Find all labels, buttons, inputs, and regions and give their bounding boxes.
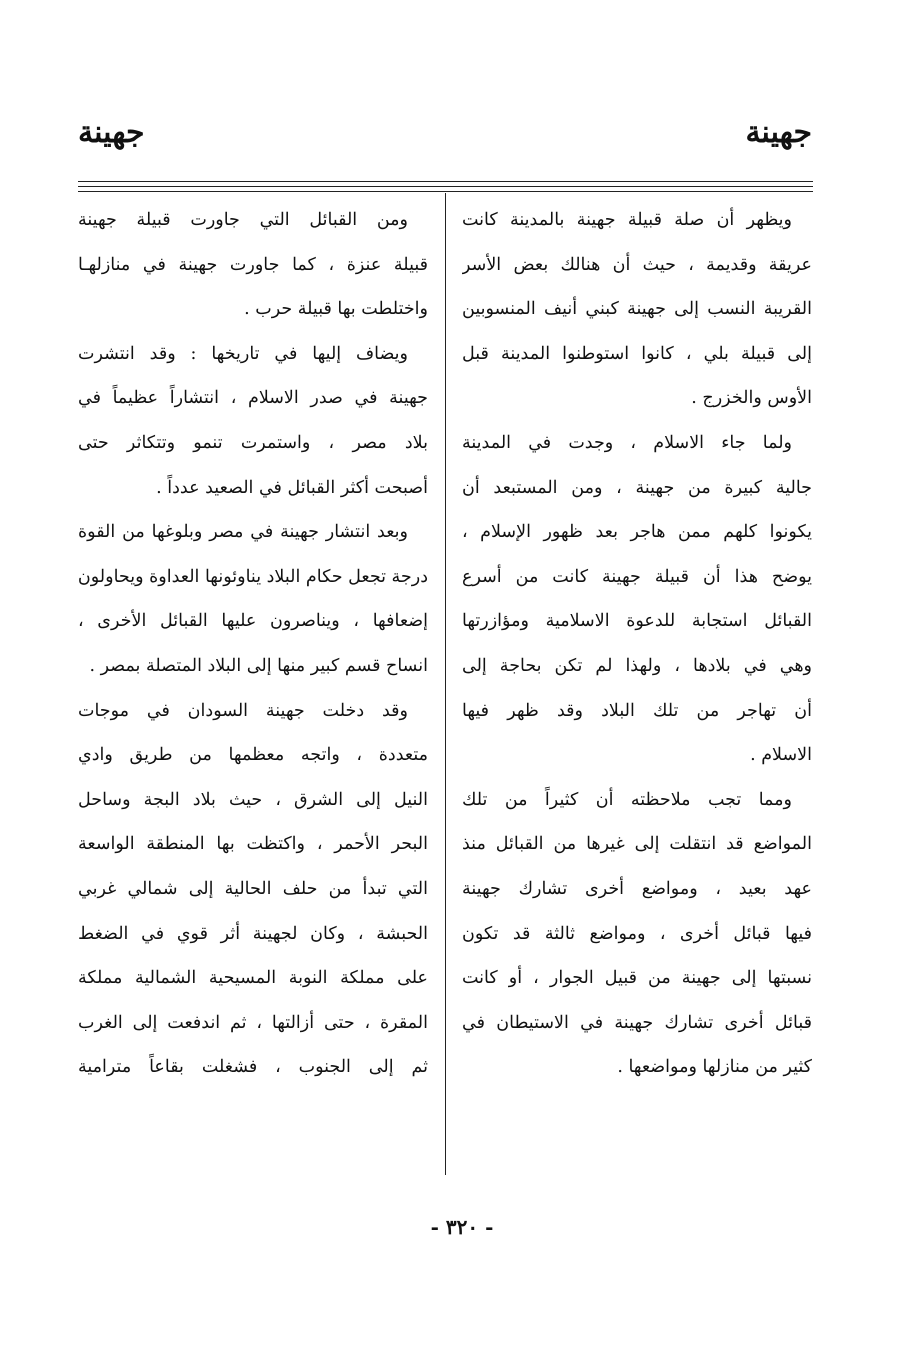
text-line: ومن القبائل التي جاورت قبيلة جهينة — [78, 210, 408, 230]
text-line: عريقة وقديمة ، حيث أن هنالك بعض الأسر — [462, 254, 812, 275]
text-line: التي تبدأ من حلف الحالية إلى شمالي غربي — [78, 878, 428, 899]
text-line: ومما تجب ملاحظته أن كثيراً من تلك — [462, 789, 792, 810]
text-line: إلى قبيلة بلي ، كانوا استوطنوا المدينة قبل — [462, 343, 812, 364]
page-number: - ٣٢٠ - — [430, 1215, 494, 1239]
header-rule-top — [78, 181, 813, 182]
text-line: إضعافها ، ويناصرون عليها القبائل الأخرى ، — [78, 611, 428, 632]
text-line: بلاد مصر ، واستمرت تنمو وتتكاثر حتى — [78, 432, 428, 453]
text-line: الاسلام . — [750, 745, 812, 766]
paragraph — [462, 421, 812, 778]
text-line: جالية كبيرة من جهينة ، ومن المستبعد أن — [462, 477, 812, 498]
text-line: وبعد انتشار جهينة في مصر وبلوغها من القوة — [78, 522, 408, 543]
text-line: ويظهر أن صلة قبيلة جهينة بالمدينة كانت — [462, 210, 792, 230]
right-column — [462, 198, 812, 1090]
left-column — [78, 198, 428, 1090]
text-line: انساح قسم كبير منها إلى البلاد المتصلة بمصر . — [89, 655, 428, 676]
text-line: فيها قبائل أخرى ، ومواضع ثالثة قد تكون — [462, 923, 812, 944]
text-line: يوضح هذا أن قبيلة جهينة كانت من أسرع — [462, 566, 812, 587]
text-line: القبائل استجابة للدعوة الاسلامية ومؤازرتها — [462, 611, 812, 632]
text-line: نسبتها إلى جهينة من قبيل الجوار ، أو كانت — [462, 968, 812, 989]
text-line: الأوس والخزرج . — [691, 388, 812, 409]
column-divider — [445, 193, 446, 1175]
running-header-left: جهينة — [78, 115, 145, 150]
text-line: واختلطت بها قبيلة حرب . — [244, 299, 428, 320]
paragraph — [78, 198, 428, 332]
text-line: وهي في بلادها ، ولهذا لم تكن بحاجة إلى — [462, 655, 812, 676]
text-line: ويضاف إليها في تاريخها : وقد انتشرت — [78, 343, 408, 364]
text-line: النيل إلى الشرق ، حيث بلاد البجة وساحل — [78, 789, 428, 810]
text-line: أن تهاجر من تلك البلاد وقد ظهر فيها — [462, 700, 812, 721]
paragraph — [462, 198, 812, 421]
text-line: قبائل أخرى تشارك جهينة في الاستيطان في — [462, 1012, 812, 1033]
text-line: الحبشة ، وكان لجهينة أثر قوي في الضغط — [78, 923, 428, 944]
text-line: المواضع قد انتقلت إلى غيرها من القبائل منذ — [462, 834, 812, 855]
text-line: على مملكة النوبة المسيحية الشمالية مملكة — [78, 968, 428, 989]
text-line: درجة تجعل حكام البلاد يناوئونها العداوة ويحاولون — [78, 566, 428, 587]
text-line: كثير من منازلها ومواضعها . — [617, 1057, 812, 1078]
header-rule-middle — [78, 186, 813, 187]
text-line: قبيلة عنزة ، كما جاورت جهينة في منازلهـا — [78, 254, 428, 275]
text-line: القريبة النسب إلى جهينة كبني أنيف المنسوبين — [462, 299, 812, 320]
text-line: أصبحت أكثر القبائل في الصعيد عدداً . — [156, 477, 428, 498]
text-line: متعددة ، واتجه معظمها من طريق وادي — [78, 745, 428, 766]
text-line: عهد بعيد ، ومواضع أخرى تشارك جهينة — [462, 878, 812, 899]
text-line: يكونوا كلهم ممن هاجر بعد ظهور الإسلام ، — [462, 522, 812, 543]
paragraph — [78, 510, 428, 688]
paragraph — [78, 689, 428, 1090]
header-rule-bottom — [78, 191, 813, 192]
text-line: ثم إلى الجنوب ، فشغلت بقاعاً مترامية — [78, 1057, 428, 1078]
text-line: جهينة في صدر الاسلام ، انتشاراً عظيماً في — [78, 388, 428, 409]
text-line: المقرة ، حتى أزالتها ، ثم اندفعت إلى الغرب — [78, 1012, 428, 1033]
text-line: البحر الأحمر ، واكتظت بها المنطقة الواسعة — [78, 834, 428, 855]
text-line: ولما جاء الاسلام ، وجدت في المدينة — [462, 432, 792, 453]
paragraph — [78, 332, 428, 510]
paragraph — [462, 778, 812, 1090]
text-line: وقد دخلت جهينة السودان في موجات — [78, 700, 408, 721]
running-header-right: جهينة — [745, 115, 812, 150]
